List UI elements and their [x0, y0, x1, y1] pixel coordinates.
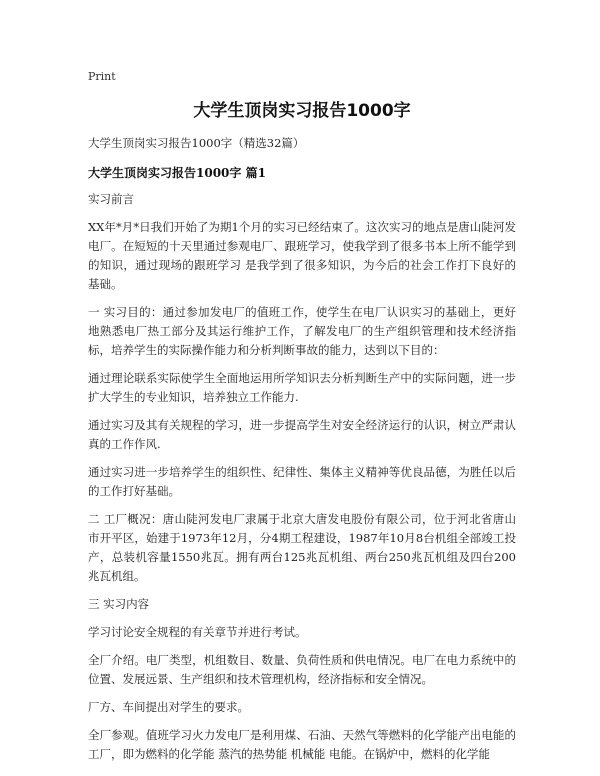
paragraph-factory-overview: 二 工厂概况：唐山陡河发电厂隶属于北京大唐发电股份有限公司，位于河北省唐山市开平区，始建于1973年12月，分4期工程建设，1987年10月8台机组全部竣工投产，总装机容量1550兆瓦。拥有两台125兆瓦机组、两台250兆瓦机组及四台200兆瓦机组。 [88, 512, 516, 583]
document-subtitle: 大学生顶岗实习报告1000字（精选32篇） [88, 136, 305, 150]
paragraph-safety-rules: 学习讨论安全规程的有关章节并进行考试。 [88, 625, 307, 639]
paragraph-preface-heading: 实习前言 [88, 192, 134, 206]
paragraph-requirements: 厂方、车间提出对学生的要求。 [88, 700, 249, 714]
print-label[interactable]: Print [88, 70, 116, 83]
section-heading: 大学生顶岗实习报告1000字 篇1 [88, 166, 266, 180]
paragraph-intro: XX年*月*日我们开始了为期1个月的实习已经结束了。这次实习的地点是唐山陡河发电厂。在短短的十天里通过参观电厂、跟班学习，使我学到了很多书本上所不能学到的知识，通过现场的跟班学习 是我学到了很多知识，为今后的社会工作打下良好的基础。 [88, 220, 516, 291]
paragraph-purpose: 一 实习目的：通过参加发电厂的值班工作，使学生在电厂认识实习的基础上，更好地熟悉电厂热工部分及其运行维护工作，了解发电厂的生产组织管理和技术经济指标，培养学生的实际操作能力和分析判断事故的能力，达到以下目的： [88, 305, 516, 357]
paragraph-purpose-3: 通过实习进一步培养学生的组织性、纪律性、集体主义精神等优良品德，为胜任以后的工作打好基础。 [88, 465, 516, 498]
document-title: 大学生顶岗实习报告1000字 [193, 101, 411, 121]
document-page [88, 70, 516, 773]
paragraph-content-heading: 三 实习内容 [88, 597, 150, 611]
paragraph-plant-visit: 全厂参观。值班学习火力发电厂是利用煤、石油、天然气等燃料的化学能产出电能的工厂，即为燃料的化学能 蒸汽的热势能 机械能 电能。在锅炉中，燃料的化学能 [88, 728, 516, 761]
paragraph-purpose-1: 通过理论联系实际使学生全面地运用所学知识去分析判断生产中的实际问题，进一步扩大学生的专业知识，培养独立工作能力. [88, 371, 516, 404]
paragraph-plant-intro: 全厂介绍。电厂类型，机组数目、数量、负荷性质和供电情况。电厂在电力系统中的位置、发展远景、生产组织和技术管理机构，经济指标和安全情况。 [88, 653, 516, 686]
paragraph-purpose-2: 通过实习及其有关规程的学习，进一步提高学生对安全经济运行的认识，树立严肃认真的工作作风. [88, 418, 516, 451]
